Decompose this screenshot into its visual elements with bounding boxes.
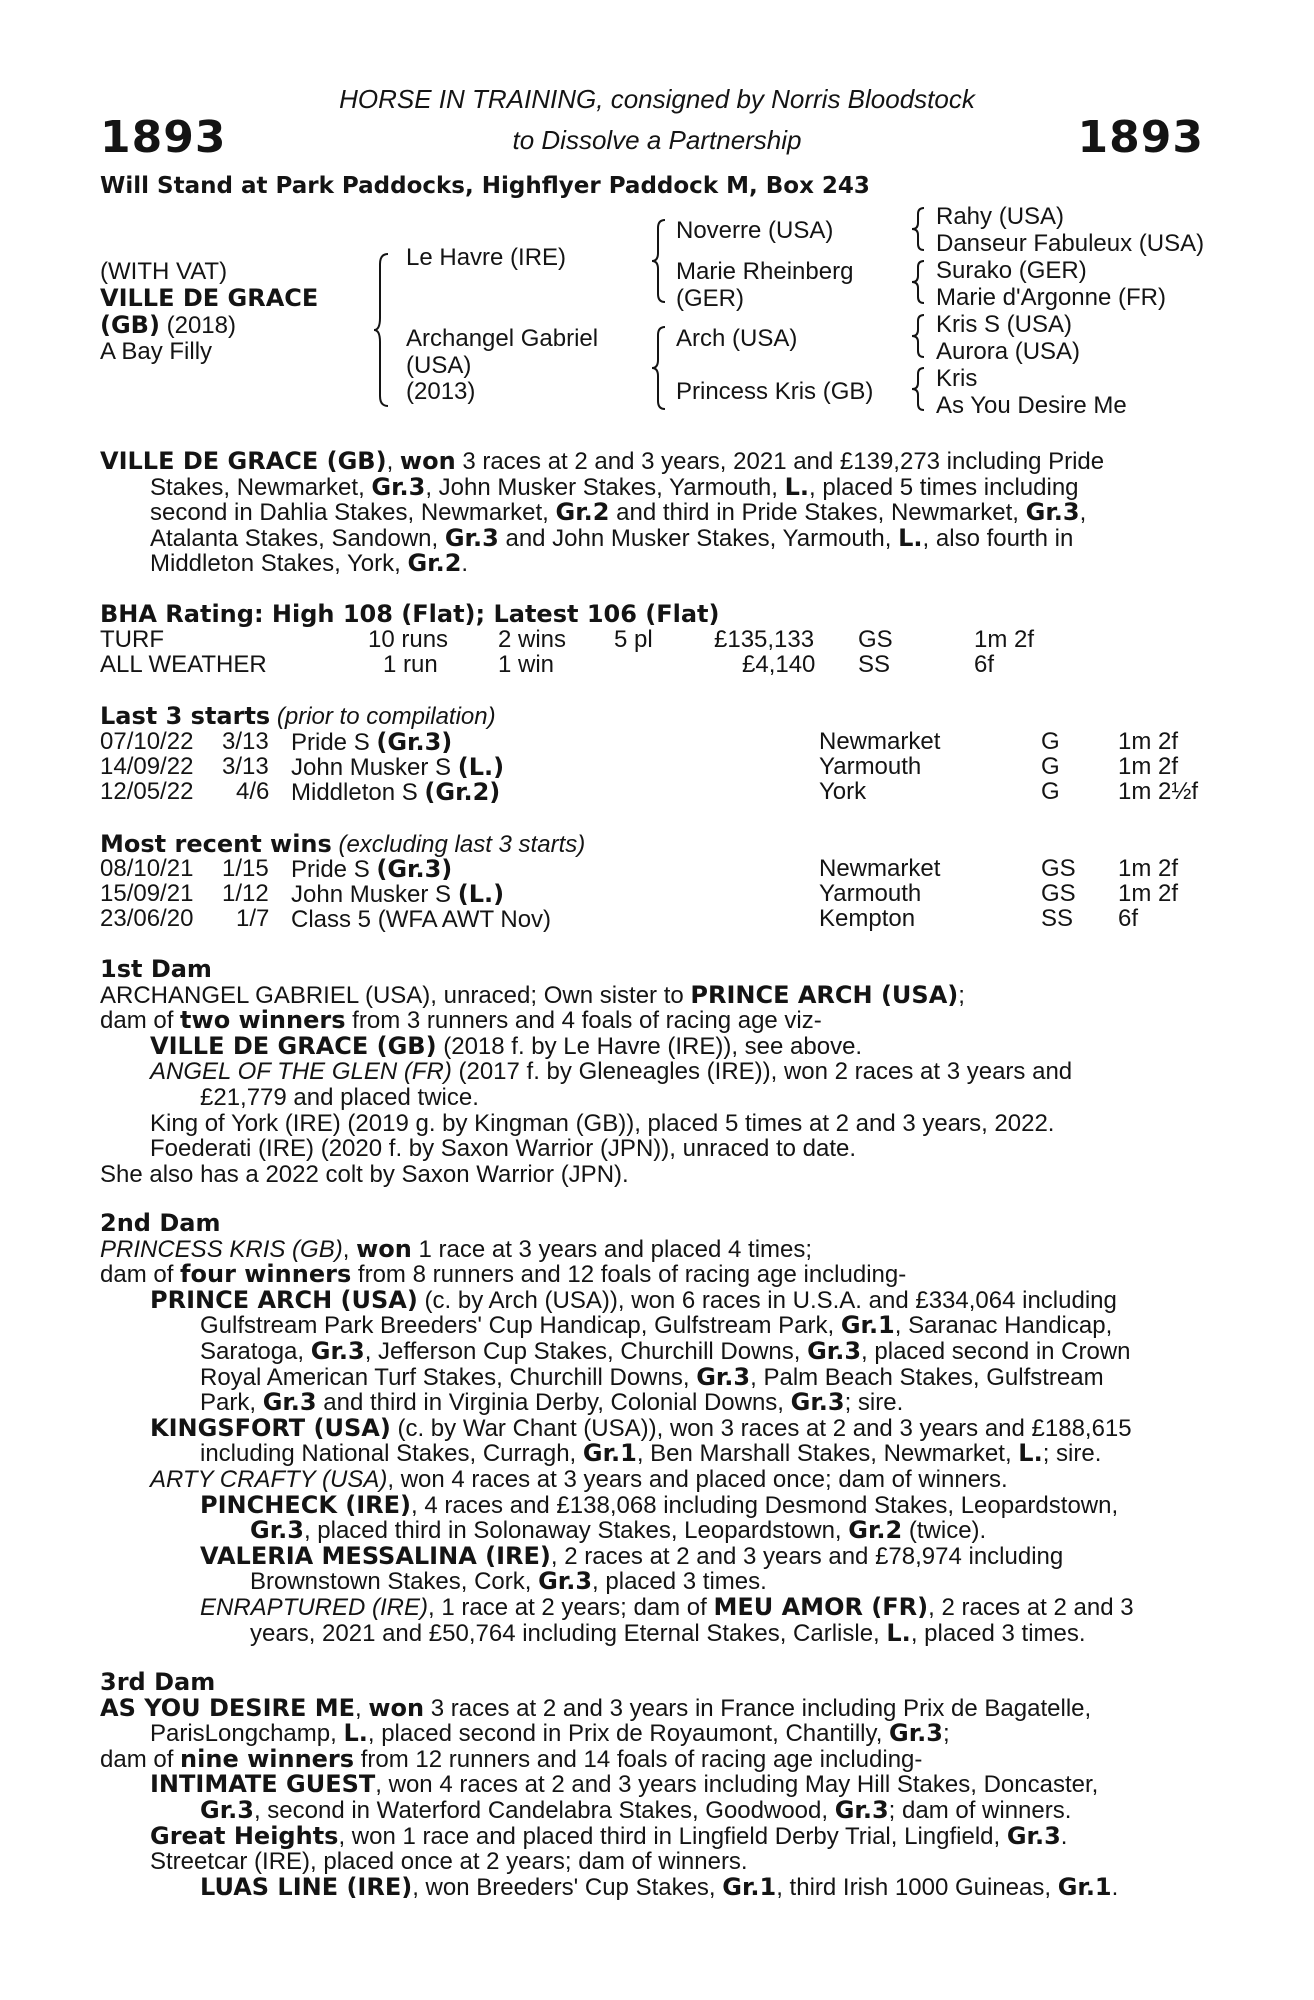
race-summary	[100, 449, 1204, 577]
rating-surface: ALL WEATHER	[100, 651, 267, 678]
offspring-line: ANGEL OF THE GLEN (FR) (2017 f. by Gleneagles (IRE)), won 2 races at 3 years and	[150, 1058, 1073, 1086]
dam-line: PRINCESS KRIS (GB), won 1 race at 3 years and placed 4 times;	[100, 1234, 813, 1263]
offspring-line: PRINCE ARCH (USA) (c. by Arch (USA)), won 6 races in U.S.A. and £334,064 including	[150, 1285, 1117, 1314]
section-heading: 2nd Dam	[100, 1209, 221, 1237]
first-dam-section	[100, 957, 1204, 1187]
lot-number-left: 1893	[100, 112, 227, 163]
horse-origin: (GB) (2018)	[100, 311, 236, 339]
offspring-line: Royal American Turf Stakes, Churchill Downs, Gr.3, Palm Beach Stakes, Gulfstream	[200, 1362, 1104, 1391]
rating-going: GS	[858, 626, 893, 653]
horse-description: A Bay Filly	[100, 338, 213, 365]
pedigree-dam-sire: Arch (USA)	[676, 325, 798, 352]
consignor-line: HORSE IN TRAINING, consigned by Norris Bloodstock	[339, 84, 975, 114]
lot-number-right: 1893	[1077, 112, 1204, 163]
offspring-line: Streetcar (IRE), placed once at 2 years; dam of winners.	[150, 1848, 748, 1876]
offspring-line: Park, Gr.3 and third in Virginia Derby, Colonial Downs, Gr.3; sire.	[200, 1388, 904, 1417]
pedigree-dam-year: (2013)	[406, 378, 476, 405]
rating-wins: 2 wins	[498, 626, 567, 653]
catalogue-page: 1893 1893 HORSE IN TRAINING, consigned by Norris Bloodstock to Dissolve a Partnership Will Stand at Park Paddocks, Highflyer Paddock M, Box 243 (WITH VAT) VILLE DE GRACE (GB) (2018) A Bay Filly Le Havre (IRE) Archangel Gabriel (USA) (2013) Noverre (USA) Marie Rheinberg (GER) Arch (USA) Princess Kris (GB) Rahy (USA) Danseur Fabuleux (USA) Surako (GER) Marie d'Argonne (FR) Kris S (USA) Aurora (USA) Kris As You Desire Me VILLE DE GRACE (GB), won 3 races at 2 and 3 years, 2021 and £139,273 including Pride Stakes, Newmarket, Gr.3, John Musker Stakes, Yarmouth, L., placed 5 times including second in Dahlia Stakes, Newmarket, Gr.2 and third in Pride Stakes, Newmarket, Gr.3, Atalanta Stakes, Sandown, Gr.3 and John Musker Stakes, Yarmouth, L., also fourth in Middleton Stakes, York, Gr.2. BHA Rating: High 108 (Flat); Latest 106 (Flat) TURF 10 runs 2 wins 5 pl £135,133 GS 1m 2f ALL WEATHER 1 run 1 win £4,140 SS 6f Last 3 starts (prior to compilation) 07/10/22 3/13 Pride S (Gr.3) Newmarket G 1m 2f 14/09/22 3/13 John Musker S (L.) Yarmouth G 1m 2f 12/05/22 4/6 Middleton S (Gr.2) York G 1m 2½f Most recent wins (excluding last 3 starts) 08/10/21 1/15 Pride S (Gr.3) Newmarket GS 1m 2f 15/09/21 1/12 John Musker S (L.) Yarmouth GS 1m 2f 23/06/20 1/7 Class 5 (WFA AWT Nov) Kempton SS 6f 1st Dam ARCHANGEL GABRIEL (USA), unraced; Own sister to PRINCE ARCH (USA); dam of two winners from 3 runners and 4 foals of racing age viz- VILLE DE GRACE (GB) (2018 f. by Le Havre (IRE)), see above. ANGEL OF THE GLEN (FR) (2017 f. by Gleneagles (IRE)), won 2 races at 3 years and £21,779 and placed twice. King of York (IRE) (2019 g. by Kingman (GB)), placed 5 times at 2 and 3 years, 2022. Foederati (IRE) (2020 f. by Saxon Warrior (JPN)), unraced to date. She also has a 2022 colt by Saxon Warrior (JPN). 2nd Dam PRINCESS KRIS (GB), won 1 race at 3 years and placed 4 times; dam of four winners from 8 runners and 12 foals of racing age including- PRINCE ARCH (USA) (c. by Arch (USA)), won 6 races in U.S.A. and £334,064 including Gulfstream Park Breeders' Cup Handicap, Gulfstream Park, Gr.1, Saranac Handicap, Saratoga, Gr.3, Jefferson Cup Stakes, Churchill Downs, Gr.3, placed second in Crown Royal American Turf Stakes, Churchill Downs, Gr.3, Palm Beach Stakes, Gulfstream Park, Gr.3 and third in Virginia Derby, Colonial Downs, Gr.3; sire. KINGSFORT (USA) (c. by War Chant (USA)), won 3 races at 2 and 3 years and £188,615 including National Stakes, Curragh, Gr.1, Ben Marshall Stakes, Newmarket, L.; sire. ARTY CRAFTY (USA), won 4 races at 3 years and placed once; dam of winners. PINCHECK (IRE), 4 races and £138,068 including Desmond Stakes, Leopardstown, Gr.3, placed third in Solonaway Stakes, Leopardstown, Gr.2 (twice). VALERIA MESSALINA (IRE), 2 races at 2 and 3 years and £78,974 including Brownstown Stakes, Cork, Gr.3, placed 3 times. ENRAPTURED (IRE), 1 race at 2 years; dam of MEU AMOR (FR), 2 races at 2 and 3 years, 2021 and £50,764 including Eternal Stakes, Carlisle, L., placed 3 times. 3rd Dam AS YOU DESIRE ME, won 3 races at 2 and 3 years in France including Prix de Bagatelle, ParisLongchamp, L., placed second in Prix de Royaumont, Chantilly, Gr.3; dam of nine winners from 12 runners and 14 foals of racing age including- INTIMATE GUEST, won 4 races at 2 and 3 years including May Hill Stakes, Doncaster, Gr.3, second in Waterford Candelabra Stakes, Goodwood, Gr.3; dam of winners. Great Heights, won 1 race and placed third in Lingfield Derby Trial, Lingfield, Gr.3. Streetcar (IRE), placed once at 2 years; dam of winners. LUAS LINE (IRE), won Breeders' Cup Stakes, Gr.1, third Irish 1000 Guineas, Gr.1.	[0, 0, 1314, 2000]
offspring-line: Gr.3, second in Waterford Candelabra Stakes, Goodwood, Gr.3; dam of winners.	[200, 1795, 1072, 1824]
pedigree-sds: Surako (GER)	[936, 257, 1087, 284]
rating-going: SS	[858, 651, 891, 678]
grand-offspring-line: LUAS LINE (IRE), won Breeders' Cup Stakes, Gr.1, third Irish 1000 Guineas, Gr.1.	[200, 1872, 1119, 1901]
rating-earnings: £4,140	[742, 651, 816, 678]
consignor-line-2: to Dissolve a Partnership	[512, 125, 802, 155]
pedigree-ssd: Danseur Fabuleux (USA)	[936, 230, 1205, 257]
pedigree-dam-dam: Princess Kris (GB)	[676, 378, 874, 405]
dam-line: dam of nine winners from 12 runners and 14 foals of racing age including-	[100, 1744, 923, 1773]
summary-line: Stakes, Newmarket, Gr.3, John Musker Stakes, Yarmouth, L., placed 5 times including	[150, 472, 1079, 501]
offspring-line: Saratoga, Gr.3, Jefferson Cup Stakes, Churchill Downs, Gr.3, placed second in Crown	[200, 1336, 1131, 1365]
section-heading: 1st Dam	[100, 955, 212, 983]
offspring-line: INTIMATE GUEST, won 4 races at 2 and 3 years including May Hill Stakes, Doncaster,	[150, 1770, 1099, 1799]
pedigree-sire-dam-country: (GER)	[676, 285, 744, 312]
rating-distance: 6f	[974, 651, 995, 678]
summary-line: Middleton Stakes, York, Gr.2.	[150, 549, 469, 578]
pedigree-brace-dam	[652, 325, 670, 411]
summary-line: VILLE DE GRACE (GB), won 3 races at 2 and 3 years, 2021 and £139,273 including Pride	[100, 447, 1105, 475]
grand-offspring-line: Brownstown Stakes, Cork, Gr.3, placed 3 times.	[250, 1567, 767, 1596]
dam-line: AS YOU DESIRE ME, won 3 races at 2 and 3 years in France including Prix de Bagatelle,	[100, 1693, 1092, 1722]
recent-wins-heading: Most recent wins (excluding last 3 starts)	[100, 830, 586, 858]
summary-line: Atalanta Stakes, Sandown, Gr.3 and John Musker Stakes, Yarmouth, L., also fourth in	[150, 523, 1074, 552]
dam-line: ParisLongchamp, L., placed second in Prix de Royaumont, Chantilly, Gr.3;	[150, 1719, 950, 1748]
rating-runs: 1 run	[383, 651, 438, 678]
grand-offspring-line: PINCHECK (IRE), 4 races and £138,068 including Desmond Stakes, Leopardstown,	[200, 1490, 1119, 1519]
pedigree-dss: Kris S (USA)	[936, 311, 1073, 338]
grand-offspring-line: years, 2021 and £50,764 including Eternal Stakes, Carlisle, L., placed 3 times.	[250, 1618, 1086, 1647]
grand-offspring-line: Gr.3, placed third in Solonaway Stakes, Leopardstown, Gr.2 (twice).	[250, 1516, 987, 1545]
pedigree-sire-dam: Marie Rheinberg	[676, 258, 854, 285]
offspring-line: KINGSFORT (USA) (c. by War Chant (USA)), won 3 races at 2 and 3 years and £188,615	[150, 1413, 1132, 1442]
horse-name: VILLE DE GRACE	[100, 284, 319, 312]
rating-distance: 1m 2f	[974, 626, 1035, 653]
grand-offspring-line: VALERIA MESSALINA (IRE), 2 races at 2 and 3 years and £78,974 including	[200, 1541, 1064, 1570]
pedigree-brace-ss	[912, 206, 928, 252]
stand-location: Will Stand at Park Paddocks, Highflyer Paddock M, Box 243	[100, 173, 870, 199]
pedigree-dam: Archangel Gabriel	[406, 325, 599, 352]
pedigree-dds: Kris	[936, 365, 978, 392]
section-heading: 3rd Dam	[100, 1668, 216, 1696]
second-dam-section	[100, 1211, 1204, 1646]
rating-surface: TURF	[100, 626, 164, 653]
pedigree-sss: Rahy (USA)	[936, 203, 1065, 230]
third-dam-section	[100, 1670, 1204, 1900]
pedigree-sire: Le Havre (IRE)	[406, 244, 567, 271]
offspring-line: She also has a 2022 colt by Saxon Warrior (JPN).	[100, 1160, 629, 1188]
offspring-line: ARTY CRAFTY (USA), won 4 races at 3 years and placed once; dam of winners.	[150, 1465, 1008, 1493]
vat-note: (WITH VAT)	[100, 258, 228, 285]
pedigree-dsd: Aurora (USA)	[936, 338, 1081, 365]
pedigree-sdd: Marie d'Argonne (FR)	[936, 284, 1166, 311]
rating-placed: 5 pl	[614, 626, 653, 653]
rating-earnings: £135,133	[714, 626, 815, 653]
pedigree-brace-gen1	[374, 252, 394, 408]
bha-rating-heading: BHA Rating: High 108 (Flat); Latest 106 (Flat)	[100, 600, 720, 628]
dam-line: ARCHANGEL GABRIEL (USA), unraced; Own sister to PRINCE ARCH (USA);	[100, 980, 965, 1009]
offspring-line: Foederati (IRE) (2020 f. by Saxon Warrior (JPN)), unraced to date.	[150, 1135, 857, 1163]
offspring-line: £21,779 and placed twice.	[200, 1083, 479, 1111]
rating-runs: 10 runs	[368, 626, 449, 653]
dam-line: dam of two winners from 3 runners and 4 foals of racing age viz-	[100, 1006, 822, 1035]
offspring-line: Gulfstream Park Breeders' Cup Handicap, Gulfstream Park, Gr.1, Saranac Handicap,	[200, 1311, 1113, 1340]
last-starts-heading: Last 3 starts (prior to compilation)	[100, 702, 496, 730]
pedigree-ddd: As You Desire Me	[936, 392, 1127, 419]
offspring-line: VILLE DE GRACE (GB) (2018 f. by Le Havre (IRE)), see above.	[150, 1031, 863, 1060]
grand-offspring-line: ENRAPTURED (IRE), 1 race at 2 years; dam of MEU AMOR (FR), 2 races at 2 and 3	[200, 1592, 1134, 1621]
pedigree-brace-sire	[652, 218, 670, 304]
offspring-line: King of York (IRE) (2019 g. by Kingman (GB)), placed 5 times at 2 and 3 years, 2022.	[150, 1109, 1055, 1137]
offspring-line: including National Stakes, Curragh, Gr.1, Ben Marshall Stakes, Newmarket, L.; sire.	[200, 1439, 1102, 1468]
pedigree-sire-sire: Noverre (USA)	[676, 217, 834, 244]
pedigree-brace-sd	[912, 259, 928, 305]
pedigree-brace-ds	[912, 313, 928, 359]
offspring-line: Great Heights, won 1 race and placed third in Lingfield Derby Trial, Lingfield, Gr.3.	[150, 1821, 1068, 1850]
pedigree-brace-dd	[912, 366, 928, 412]
rating-wins: 1 win	[498, 651, 555, 678]
dam-line: dam of four winners from 8 runners and 12 foals of racing age including-	[100, 1260, 907, 1289]
summary-line: second in Dahlia Stakes, Newmarket, Gr.2 and third in Pride Stakes, Newmarket, Gr.3,	[150, 498, 1087, 527]
pedigree-dam-country: (USA)	[406, 352, 472, 379]
